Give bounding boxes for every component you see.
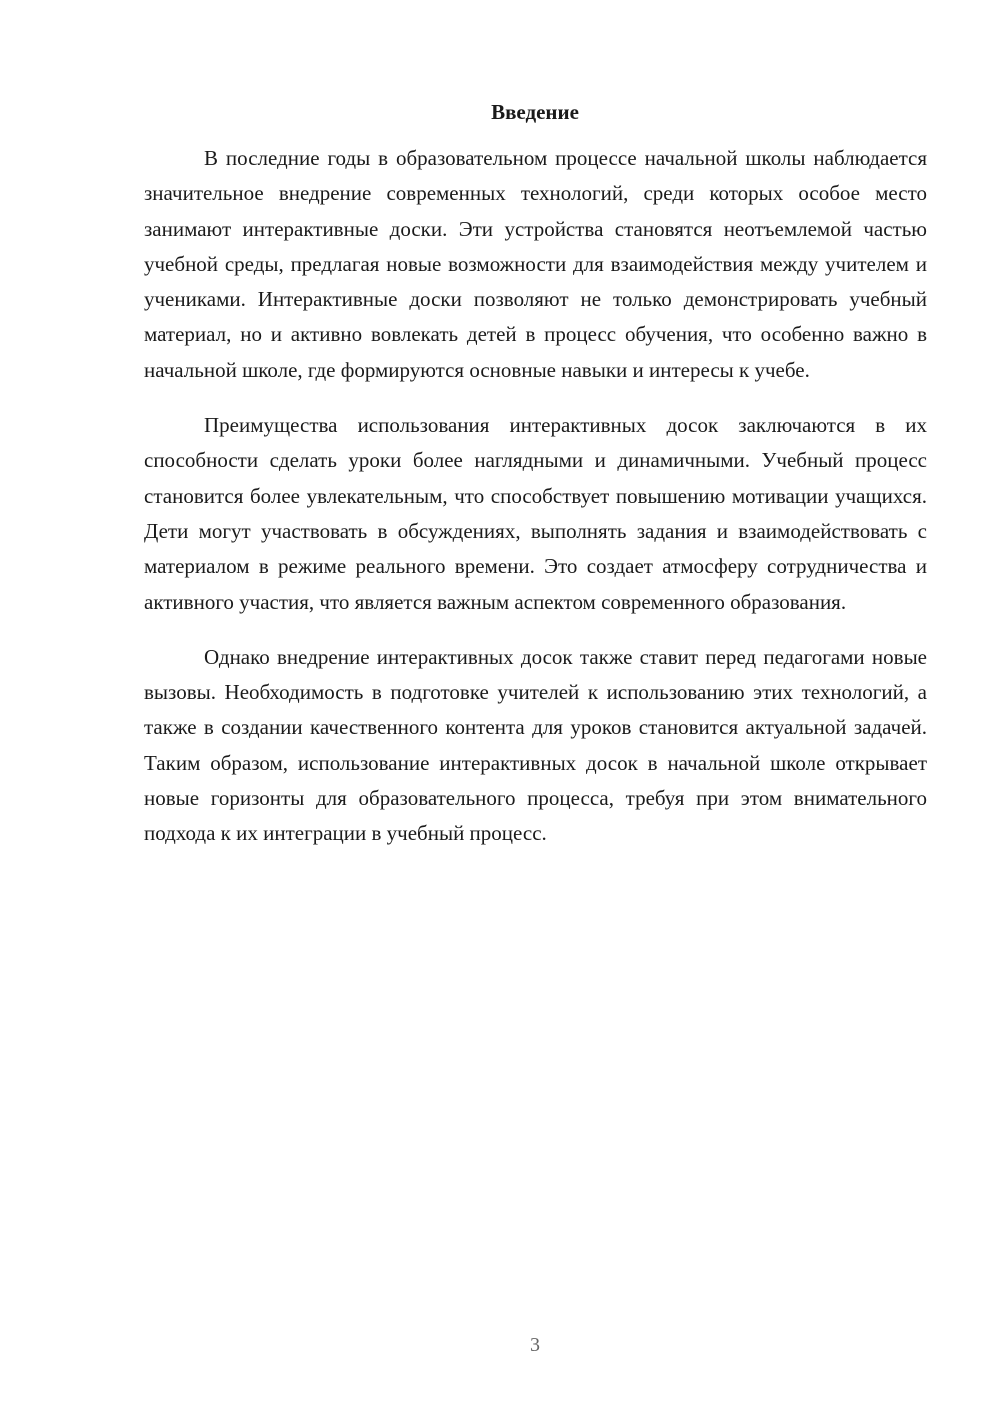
body-text: [144, 141, 927, 872]
paragraph-1: В последние годы в образовательном процессе начальной школы наблюдается значительное внедрение современных технологий, среди которых особое место занимают интерактивные доски. Эти устройства становятся неотъемлемой частью учебной среды, предлагая новые возможности для взаимодействия между учителем и учениками. Интерактивные доски позволяют не только демонстрировать учебный материал, но и активно вовлекать детей в процесс обучения, что особенно важно в начальной школе, где формируются основные навыки и интересы к учебе.: [144, 146, 927, 382]
page-title: Введение: [491, 100, 579, 124]
paragraph-3: Однако внедрение интерактивных досок также ставит перед педагогами новые вызовы. Необходимость в подготовке учителей к использованию этих технологий, а также в создании качественного контента для уроков становится актуальной задачей. Таким образом, использование интерактивных досок в начальной школе открывает новые горизонты для образовательного процесса, требуя при этом внимательного подхода к их интеграции в учебный процесс.: [144, 644, 927, 846]
page-number: 3: [530, 1334, 540, 1356]
paragraph-2: Преимущества использования интерактивных досок заключаются в их способности сделать уроки более наглядными и динамичными. Учебный процесс становится более увлекательным, что способствует повышению мотивации учащихся. Дети могут участвовать в обсуждениях, выполнять задания и взаимодействовать с материалом в режиме реального времени. Это создает атмосферу сотрудничества и активного участия, что является важным аспектом современного образования.: [144, 413, 927, 614]
